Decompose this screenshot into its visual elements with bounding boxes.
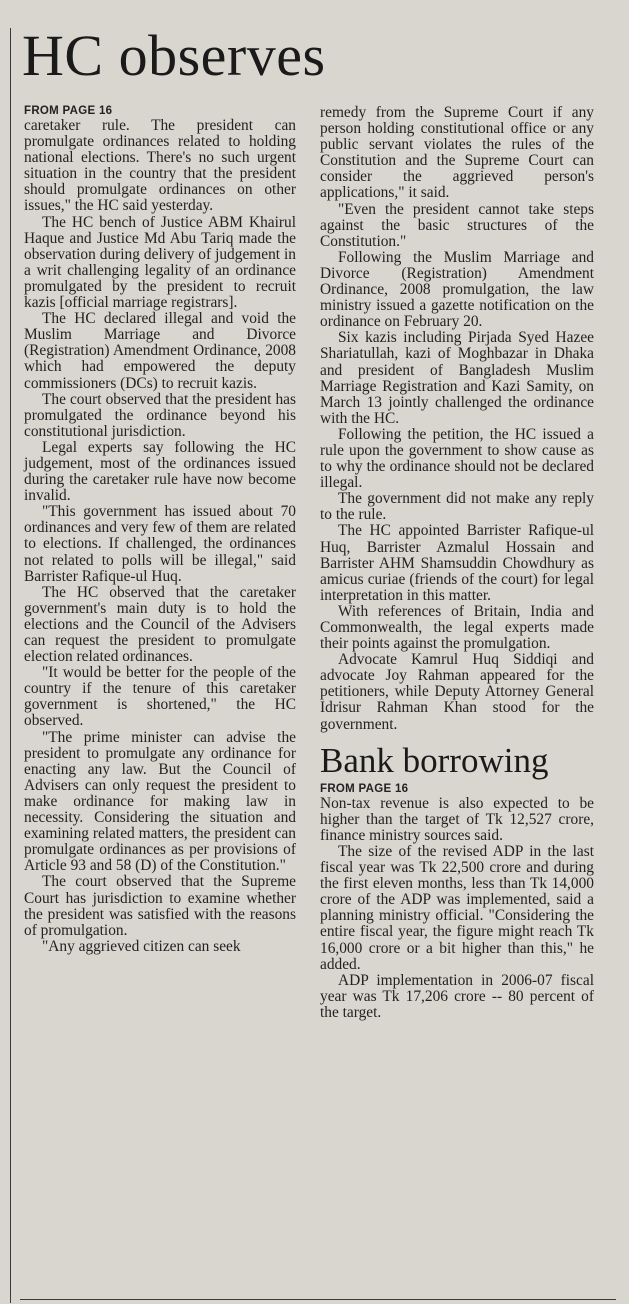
story2-paragraph: ADP implementation in 2006-07 fiscal year was Tk 17,206 crore -- 80 percent of the target. bbox=[320, 971, 594, 1021]
story1-column-left bbox=[24, 105, 296, 955]
story1-paragraph: "Any aggrieved citizen can seek bbox=[42, 937, 241, 955]
bottom-rule bbox=[20, 1299, 616, 1300]
story1-paragraph: "This government has issued about 70 ordinances and very few of them are related to elections. If challenged, the ordinances not related to polls will be illegal," said Barrister Rafique-ul Huq. bbox=[24, 503, 296, 585]
story2-paragraph: Non-tax revenue is also expected to be higher than the target of Tk 12,527 crore, finance ministry sources said. bbox=[320, 794, 594, 844]
story1-paragraph: The court observed that the Supreme Court has jurisdiction to examine whether the president was satisfied with the reasons of promulgation. bbox=[24, 873, 296, 939]
story1-paragraph: Legal experts say following the HC judgement, most of the ordinances issued during the caretaker rule have now become invalid. bbox=[24, 438, 296, 505]
story1-paragraph: "Even the president cannot take steps against the basic structures of the Constitution." bbox=[320, 200, 594, 250]
story1-paragraph: The court observed that the president has promulgated the ordinance beyond his constitutional jurisdiction. bbox=[24, 390, 296, 440]
story1-paragraph: The HC appointed Barrister Rafique-ul Huq, Barrister Azmalul Hossain and Barrister AHM Shamsuddin Chowdhury as amicus curiae (friends of the court) for legal interpretation in this matter. bbox=[320, 522, 594, 604]
story1-paragraph: The HC bench of Justice ABM Khairul Haque and Justice Md Abu Tariq made the observation during delivery of judgement in a writ challenging legality of an ordinance promulgated by the president to recruit kazis [official marriage registrars]. bbox=[24, 213, 296, 312]
story1-paragraph: The HC observed that the caretaker government's main duty is to hold the elections and the Council of the Advisers can request the president to promulgate election related ordinances. bbox=[24, 583, 296, 666]
column-rule-left bbox=[10, 28, 11, 1303]
story1-paragraph: Advocate Kamrul Huq Siddiqi and advocate Joy Rahman appeared for the petitioners, while Deputy Attorney General Idrisur Rahman Khan stood for the government. bbox=[320, 651, 594, 733]
story2-paragraph: The size of the revised ADP in the last fiscal year was Tk 22,500 crore and during the first eleven months, less than Tk 14,000 crore of the ADP was implemented, said a planning ministry official. "Considering the entire fiscal year, the figure might reach Tk 16,000 crore or a bit higher than this," he added. bbox=[320, 842, 594, 973]
story1-paragraph: Following the petition, the HC issued a rule upon the government to show cause as to why the ordinance should not be declared illegal. bbox=[320, 425, 594, 492]
story1-paragraph: "It would be better for the people of the country if the tenure of this caretaker government is shortened," the HC observed. bbox=[24, 664, 296, 730]
story1-paragraph: The government did not make any reply to the rule. bbox=[320, 490, 594, 524]
story1-paragraph: caretaker rule. The president can promulgate ordinances related to holding national elections. There's no such urgent situation in the country that the president should promulgate ordinances on other issues," the HC said yesterday. bbox=[24, 117, 296, 215]
story1-paragraph: "The prime minister can advise the president to promulgate any ordinance for enacting any law. But the Council of Advisers can only request the president to make ordinance for making law in necessity. Considering the situation and examining related matters, the president can promulgate ordinances as per provisions of Article 93 and 58 (D) of the Constitution." bbox=[24, 728, 296, 875]
story1-paragraph: With references of Britain, India and Commonwealth, the legal experts made their points against the promulgation. bbox=[320, 602, 594, 653]
story2-kicker: FROM PAGE 16 bbox=[320, 782, 409, 795]
story1-paragraph: The HC declared illegal and void the Muslim Marriage and Divorce (Registration) Amendment Ordinance, 2008 which had empowered the deputy commissioners (DCs) to recruit kazis. bbox=[24, 310, 296, 392]
headline-hc-observes: HC observes bbox=[22, 23, 326, 88]
story1-kicker: FROM PAGE 16 bbox=[24, 105, 113, 117]
story1-paragraph: Following the Muslim Marriage and Divorce (Registration) Amendment Ordinance, 2008 promulgation, the law ministry issued a gazette notification on the ordinance on February 20. bbox=[320, 248, 594, 331]
story1-column-right bbox=[320, 105, 594, 1021]
story1-paragraph: remedy from the Supreme Court if any person holding constitutional office or any public servant violates the rules of the Constitution and the Supreme Court can consider the aggrieved person's applications," it said. bbox=[320, 104, 594, 202]
story1-paragraph: Six kazis including Pirjada Syed Hazee Shariatullah, kazi of Moghbazar in Dhaka and president of Bangladesh Muslim Marriage Registration and Kazi Samity, on March 13 jointly challenged the ordinance with the HC. bbox=[320, 329, 594, 427]
headline-bank-borrowing: Bank borrowing bbox=[320, 740, 549, 780]
